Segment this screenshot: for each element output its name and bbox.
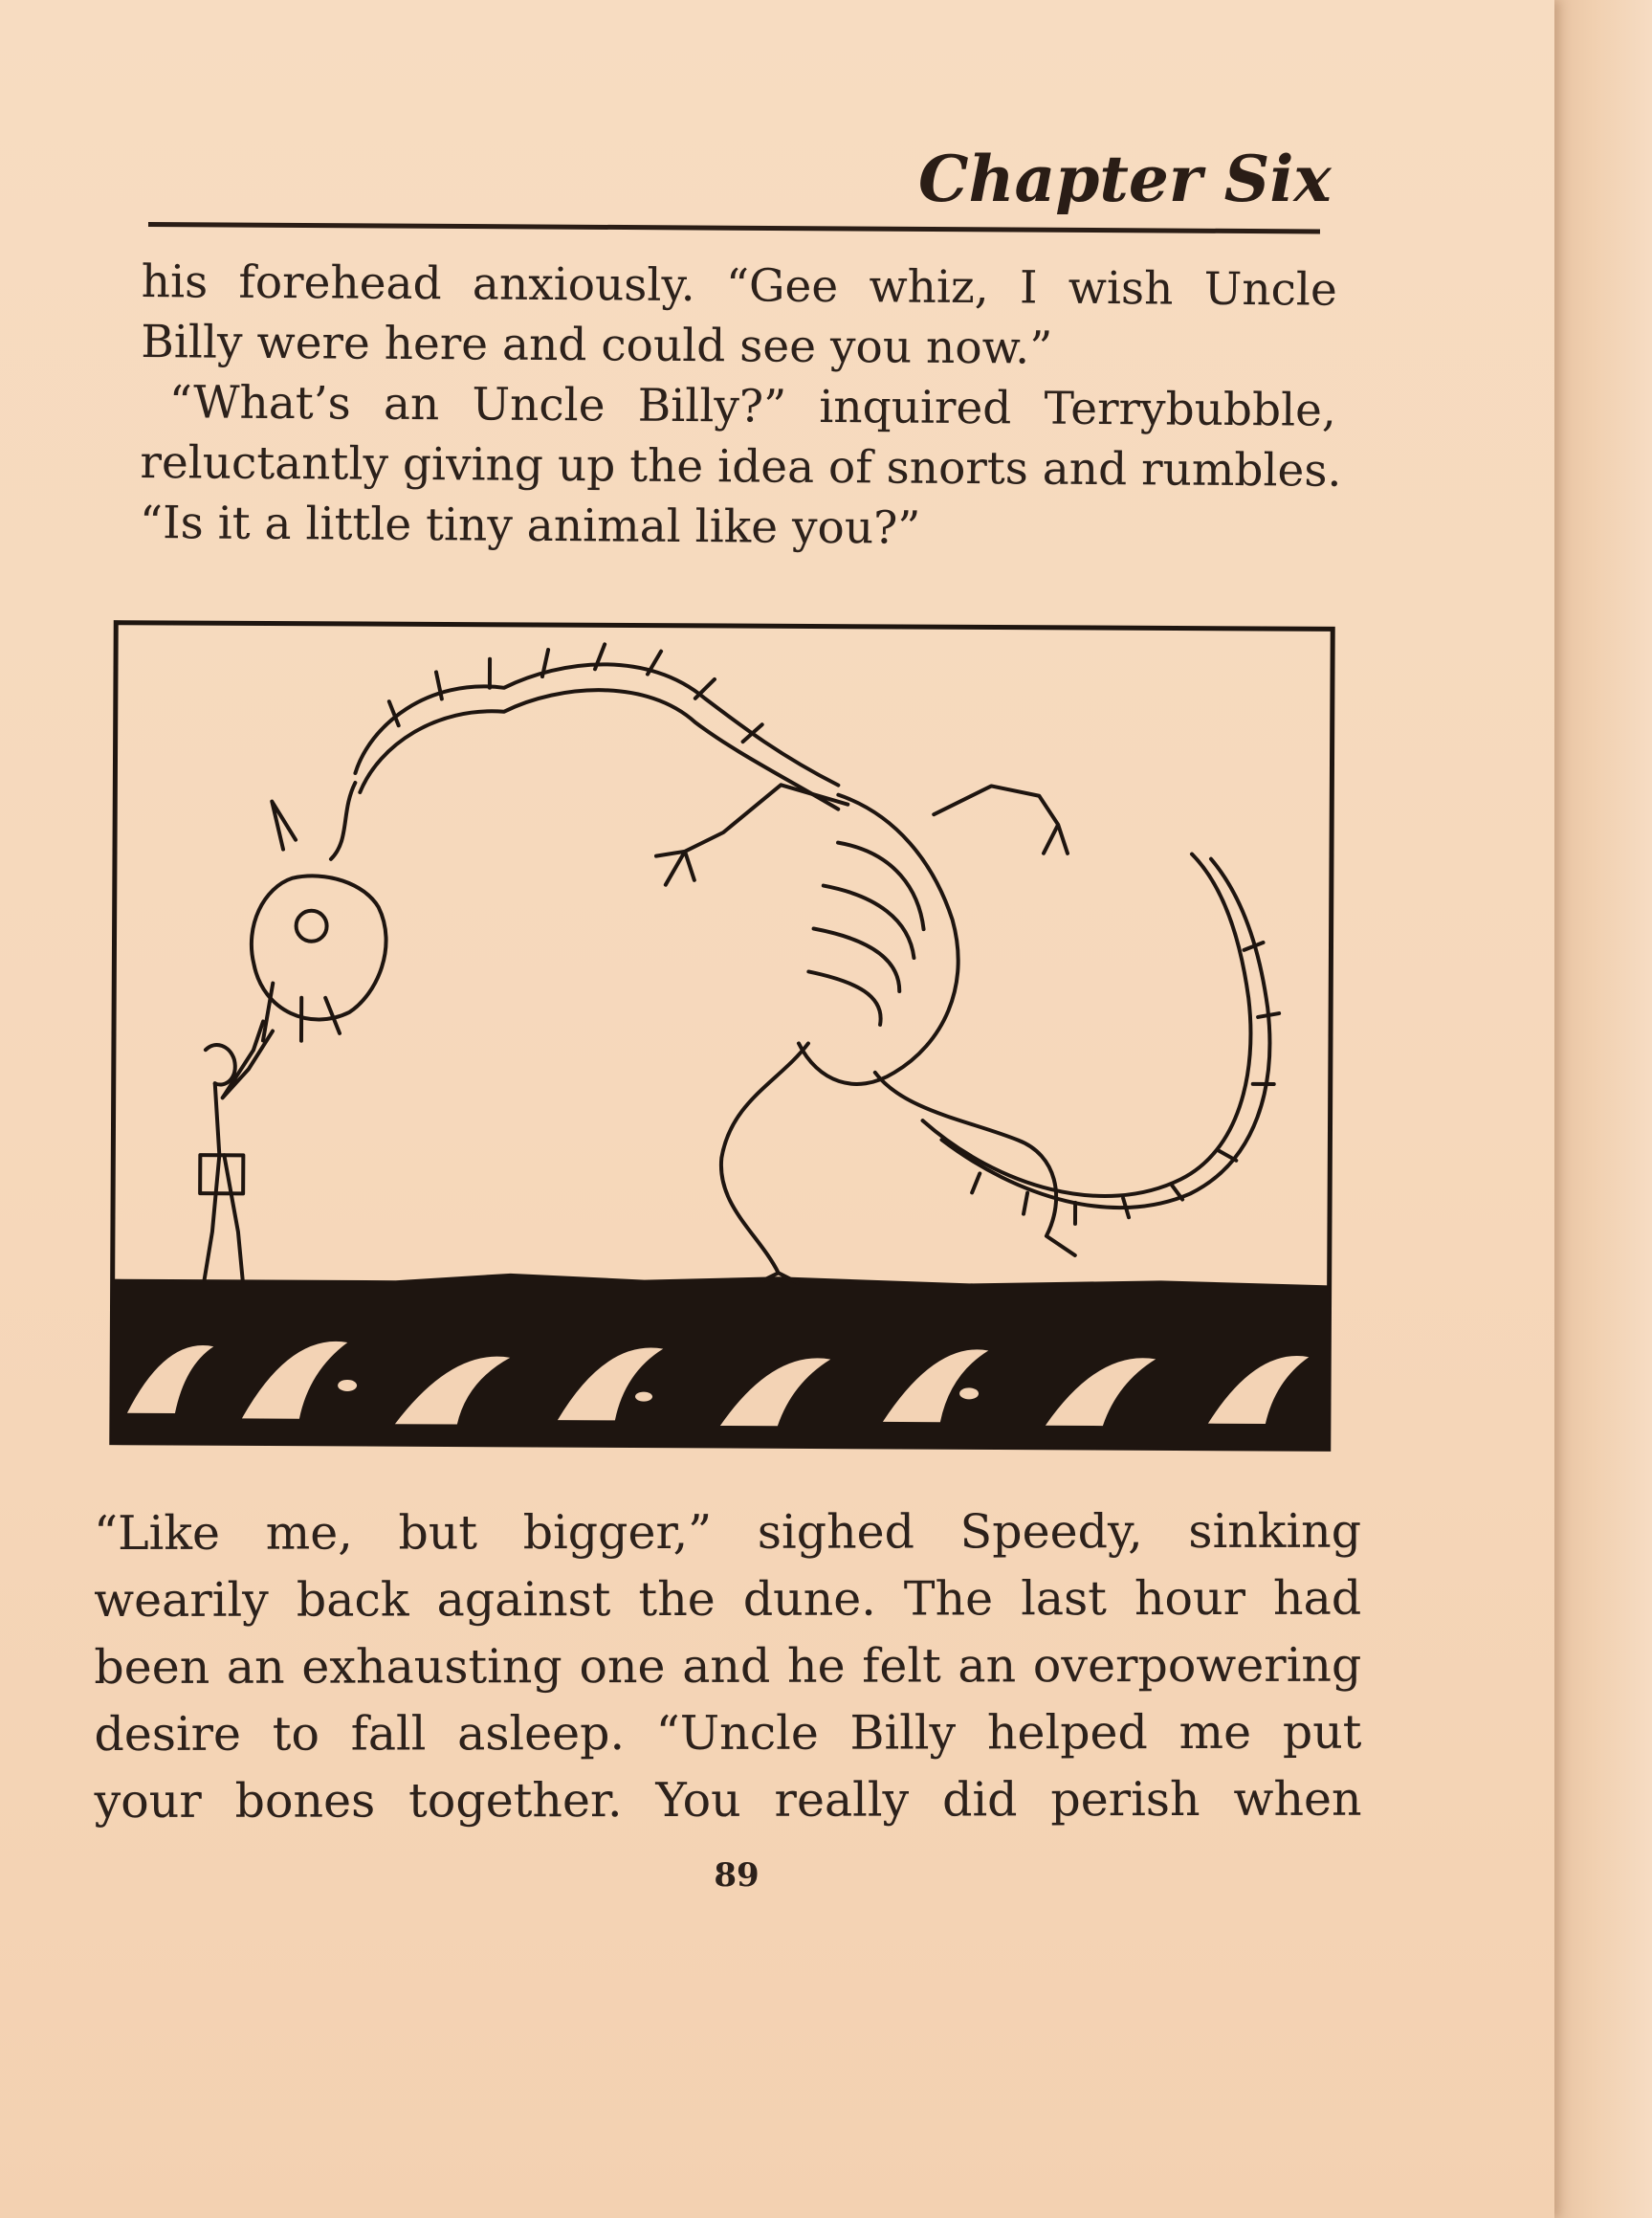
page-number: 89 (714, 1856, 760, 1895)
text-line: been an exhausting one and he felt an overpowering (94, 1637, 1362, 1695)
chapter-heading: Chapter Six (918, 142, 1332, 216)
text-line: “What’s an Uncle Billy?” inquired Terrybubble, (168, 376, 1337, 437)
text-line: reluctantly giving up the idea of snorts and rumbles. (140, 435, 1342, 498)
text-line: his forehead anxiously. “Gee whiz, I wish Uncle (141, 255, 1337, 317)
next-page-edge (1554, 0, 1652, 2218)
text-line: wearily back against the dune. The last hour had (94, 1570, 1362, 1628)
text-block-top (139, 252, 1342, 562)
text-line: “Is it a little tiny animal like you?” (139, 496, 921, 555)
text-block-bottom (94, 1498, 1362, 1835)
dinosaur-skeleton-illustration (108, 619, 1337, 1453)
text-line: “Like me, but bigger,” sighed Speedy, sinking (94, 1503, 1362, 1561)
text-line: desire to fall asleep. “Uncle Billy helped me put (94, 1704, 1362, 1762)
text-line: your bones together. You really did perish when (94, 1771, 1362, 1829)
text-line: Billy were here and could see you now.” (141, 315, 1053, 375)
